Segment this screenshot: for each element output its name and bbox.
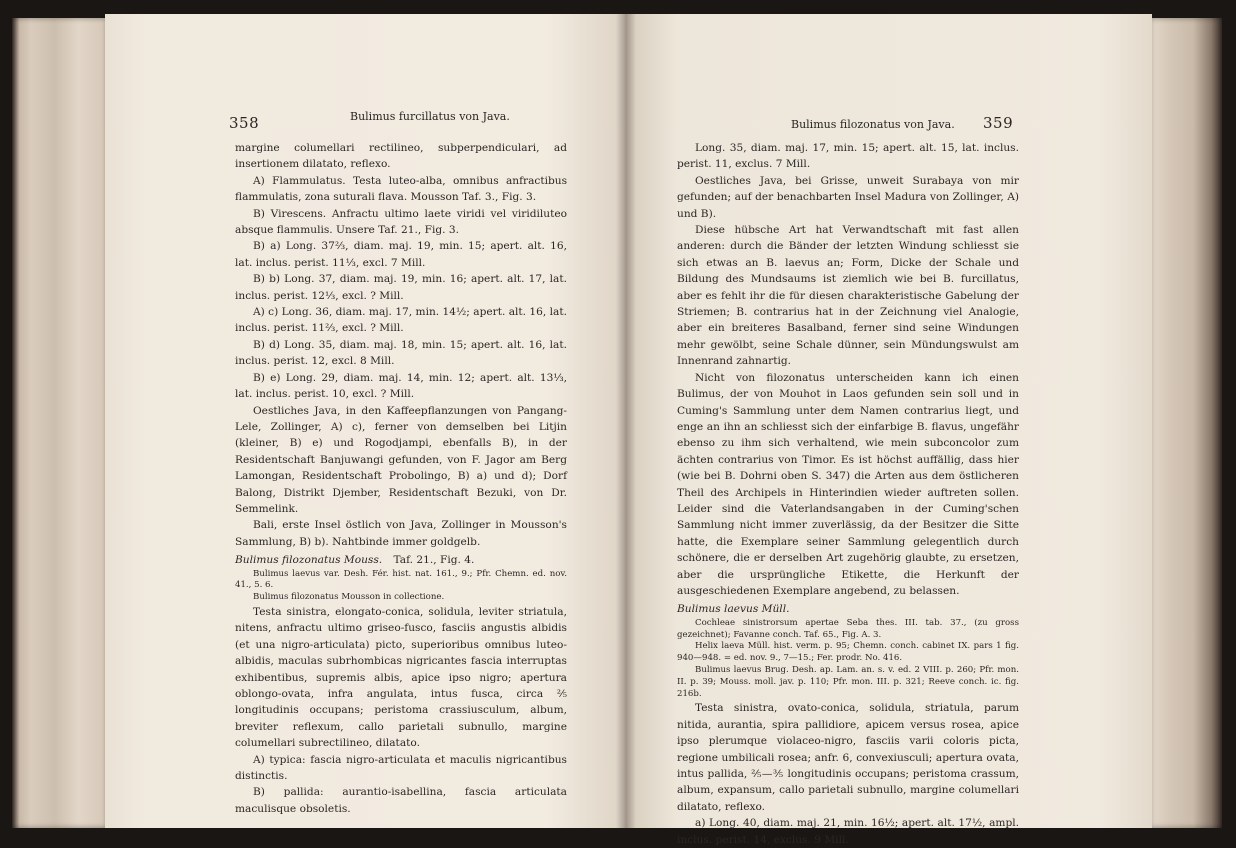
- left-paragraph: Bali, erste Insel östlich von Java, Zollinger in Mousson's Sammlung, B) b). Nahtbinde immer goldgelb.: [235, 519, 567, 548]
- right-page-number: 359: [983, 114, 1014, 132]
- left-paragraph: Oestliches Java, in den Kaffeepflanzungen von Pangang-Lele, Zollinger, A) c), ferner von demselben bei Litjin (kleiner, B) e) und Rogodjampi, ebenfalls B), in der Residentschaft Banjuwangi gefunden, von F. Jagor am Berg Lamongan, Residentschaft Probolingo, B) a) und d); Dorf Balong, Distrikt Djember, Residentschaft Bezuki, von Dr. Semmelink.: [235, 404, 567, 515]
- species-description: Testa sinistra, elongato-conica, solidula, leviter striatula, nitens, anfractu ultimo griseo-fusco, fasciis angustis albidis (et una nigro-articulata) picto, superioribus omnibus luteo-albidis, maculas subrhombicas nigricantes fascia interruptas exhibentibus, supremis albis, apice ipso nigro; apertura oblongo-ovata, infra angulata, intus fusca, circa ⅖ longitudinis occupans; peristoma crassiusculum, album, breviter reflexum, callo parietali subnullo, margine columellari subrectilineo, dilatato.: [235, 605, 567, 750]
- variety-description: B) pallida: aurantio-isabellina, fascia articulata maculisque obsoletis.: [235, 786, 567, 815]
- left-running-head: Bulimus furcillatus von Java.: [350, 110, 510, 123]
- left-paragraph: A) Flammulatus. Testa luteo-alba, omnibus anfractibus flammulatis, zona suturali flava. Mousson Taf. 3., Fig. 3.: [235, 174, 567, 204]
- right-paragraph: Diese hübsche Art hat Verwandtschaft mit fast allen anderen: durch die Bänder der letzten Windung schliesst sie sich etwas an B. laevus an; Form, Dicke der Schale und Bildung des Mundsaums ist ziemlich wie bei B. furcillatus, aber es fehlt ihr die für diesen charakteristische Gabelung der Striemen; B. contrarius hat in der Zeichnung viel Analogie, aber ein breiteres Basalband, ferner sind seine Windungen mehr gewölbt, seine Schale dünner, sein Mündungswulst am Innenrand zahnartig.: [677, 224, 1019, 368]
- right-paragraph: Nicht von filozonatus unterscheiden kann ich einen Bulimus, der von Mouhot in Laos gefunden sein soll und in Cuming's Sammlung unter dem Namen contrarius liegt, und enge an ihn an schliesst sich der einfarbige B. flavus, ungefähr ebenso zu ihm sich verhaltend, wie mein subconcolor zum ächten contrarius von Timor. Es ist höchst auffällig, dass hier (wie bei B. Dohrni oben S. 347) die Arten aus dem östlicheren Theil des Archipels in Hinterindien wieder auftreten sollen. Leider sind die Vaterlandsangaben in der Cuming'schen Sammlung nicht immer zuverlässig, da der Besitzer die Sitte hatte, die Exemplare seiner Sammlung gelegentlich durch schönere, die er derselben Art zugehörig glaubte, zu ersetzen, aber die ursprüngliche Etikette, die Herkunft der ausgeschiedenen Exemplare angebend, zu belassen.: [677, 371, 1019, 597]
- page-edges-left: [12, 18, 107, 828]
- species-heading: Bulimus filozonatus Mouss.: [235, 554, 383, 567]
- page-edges-right: [1150, 18, 1222, 828]
- synonym-reference: Helix laeva Müll. hist. verm. p. 95; Chemn. conch. cabinet IX. pars 1 fig. 940—948. = ed. nov. 9., 7—15.; Fer. prodr. No. 416.: [677, 641, 1019, 664]
- book-gutter: [616, 14, 636, 828]
- right-page-body: [677, 140, 1019, 848]
- species-heading-line: [235, 552, 567, 568]
- synonym-reference: Cochleae sinistrorsum apertae Seba thes. III. tab. 37., (zu gross gezeichnet); Favanne conch. Taf. 65., Fig. A. 3.: [677, 617, 1019, 640]
- synonym-reference: Bulimus laevus Brug. Desh. ap. Lam. an. s. v. ed. 2 VIII. p. 260; Pfr. mon. II. p. 39; Mouss. moll. jav. p. 110; Pfr. mon. III. p. 321; Reeve conch. ic. fig. 216b.: [677, 664, 1019, 699]
- left-paragraph: B) b) Long. 37, diam. maj. 19, min. 16; apert. alt. 17, lat. inclus. perist. 12⅓, excl. ? Mill.: [235, 273, 567, 302]
- left-paragraph: B) e) Long. 29, diam. maj. 14, min. 12; apert. alt. 13⅓, lat. inclus. perist. 10, excl. ? Mill.: [235, 371, 567, 401]
- right-paragraph: Oestliches Java, bei Grisse, unweit Surabaya von mir gefunden; auf der benachbarten Insel Madura von Zollinger, A) und B).: [677, 174, 1019, 220]
- left-paragraph: A) c) Long. 36, diam. maj. 17, min. 14½; apert. alt. 16, lat. inclus. perist. 11⅔, excl. ? Mill.: [235, 306, 567, 335]
- species-description: Testa sinistra, ovato-conica, solidula, striatula, parum nitida, aurantia, spira pallidiore, apicem versus rosea, apice ipso plerumque violaceo-nigro, fasciis varii coloris picta, regione umbilicali rosea; anfr. 6, convexiusculi; apertura ovata, intus pallida, ⅖—⅗ longitudinis occupans; peristoma crassum, album, expansum, callo parietali subnullo, margine columellari dilatato, reflexo.: [677, 702, 1019, 813]
- measurement-line: a) Long. 40, diam. maj. 21, min. 16½; apert. alt. 17½, ampl. inclus. perist. 14, exclus. 9 Mill.: [677, 817, 1019, 846]
- left-paragraph: B) d) Long. 35, diam. maj. 18, min. 15; apert. alt. 16, lat. inclus. perist. 12, excl. 8 Mill.: [235, 338, 567, 368]
- left-paragraph: B) a) Long. 37⅔, diam. maj. 19, min. 15; apert. alt. 16, lat. inclus. perist. 11⅓, excl. 7 Mill.: [235, 240, 567, 269]
- synonym-reference: Bulimus laevus var. Desh. Fér. hist. nat. 161., 9.; Pfr. Chemn. ed. nov. 41., 5. 6.: [235, 568, 567, 591]
- synonym-reference: Bulimus filozonatus Mousson in collectione.: [253, 592, 445, 603]
- left-paragraph: B) Virescens. Anfractu ultimo laete viridi vel viridiluteo absque flammulis. Unsere Taf. 21., Fig. 3.: [235, 207, 567, 237]
- species-figure-ref: Taf. 21., Fig. 4.: [393, 554, 475, 567]
- left-paragraph: margine columellari rectilineo, subperpendiculari, ad insertionem dilatato, reflexo.: [235, 142, 567, 171]
- right-running-head: Bulimus filozonatus von Java.: [791, 118, 955, 131]
- right-paragraph: Long. 35, diam. maj. 17, min. 15; apert. alt. 15, lat. inclus. perist. 11, exclus. 7 Mill.: [677, 142, 1019, 171]
- left-page-body: [235, 140, 567, 817]
- variety-description: A) typica: fascia nigro-articulata et maculis nigricantibus distinctis.: [235, 753, 567, 783]
- species-heading: Bulimus laevus Müll.: [677, 603, 790, 616]
- right-page: [625, 14, 1152, 846]
- left-page: [105, 14, 625, 828]
- left-page-number: 358: [229, 114, 260, 132]
